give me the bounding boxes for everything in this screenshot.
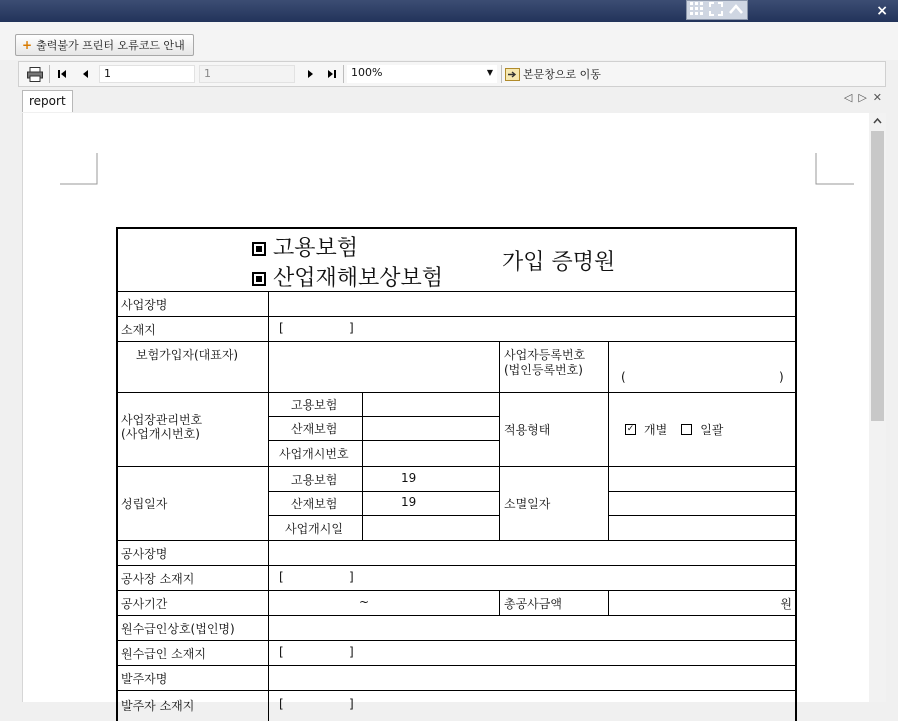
next-page-icon[interactable] <box>303 65 317 83</box>
scroll-up-icon <box>873 118 882 124</box>
industrial-insurance-label: 산재보험 <box>291 497 338 511</box>
last-page-icon[interactable] <box>325 65 339 83</box>
contractor-value <box>268 616 795 640</box>
individual-label: 개별 <box>644 423 668 437</box>
contractor-address-label: 원수급인 소재지 <box>121 646 206 661</box>
tab-report[interactable]: report <box>22 90 73 112</box>
start-number-label: 사업개시번호 <box>279 447 349 461</box>
business-name-value <box>268 292 795 316</box>
zoom-value: 100% <box>351 66 383 79</box>
report-viewer <box>22 113 886 713</box>
orderer-label: 발주자명 <box>121 671 168 686</box>
print-icon[interactable] <box>25 65 45 83</box>
site-address-value: [ ] <box>268 566 795 590</box>
report-toolbar <box>18 61 886 87</box>
establishment-date-label: 성립일자 <box>121 497 168 511</box>
total-amount-label: 총공사금액 <box>499 591 608 615</box>
row-address <box>118 317 795 342</box>
row-site-address <box>118 566 795 591</box>
row-management-number <box>118 393 795 467</box>
fullscreen-icon[interactable] <box>709 2 723 19</box>
individual-checkbox[interactable]: ✓ <box>626 424 635 434</box>
bulk-label: 일괄 <box>700 423 724 437</box>
toolbar-divider <box>501 65 502 83</box>
construction-period-value: ~ <box>268 591 499 615</box>
tab-close-icon[interactable]: ✕ <box>872 91 882 104</box>
termination-date-value <box>608 467 795 540</box>
checked-box-icon <box>252 242 266 256</box>
establishment-value-column <box>362 467 499 540</box>
printer-error-code-button[interactable] <box>15 34 194 56</box>
orderer-address-label: 발주자 소재지 <box>121 699 195 713</box>
site-name-label: 공사장명 <box>121 546 168 561</box>
management-subtype-column <box>268 393 362 466</box>
goto-arrow-icon <box>505 68 520 81</box>
employment-date-value: 19 <box>401 471 417 485</box>
form-title: 가입 증명원 <box>502 250 616 275</box>
current-page-input[interactable]: 1 <box>99 65 195 83</box>
contractor-address-value: [ ] <box>268 641 795 665</box>
plus-icon: + <box>22 38 33 52</box>
form-heading <box>118 229 795 292</box>
scrollbar-thumb[interactable] <box>871 131 884 421</box>
vertical-scrollbar[interactable] <box>869 113 886 702</box>
insured-value <box>268 342 499 392</box>
contractor-label: 원수급인상호(법인명) <box>121 621 235 636</box>
site-address-label: 공사장 소재지 <box>121 571 195 586</box>
toolbar-divider <box>49 65 50 83</box>
industrial-insurance-label: 산재보험 <box>291 422 338 436</box>
employment-insurance-heading: 고용보험 <box>252 231 358 262</box>
business-name-label: 사업장명 <box>121 297 168 312</box>
close-icon[interactable]: × <box>876 3 888 19</box>
window-controls <box>686 0 748 20</box>
site-name-value <box>268 541 795 565</box>
first-page-icon[interactable] <box>55 65 69 83</box>
industrial-insurance-heading: 산업재해보상보험 <box>252 261 443 292</box>
establishment-subtype-column <box>268 467 362 540</box>
goto-body-label: 본문창으로 이동 <box>523 68 601 81</box>
goto-body-button[interactable] <box>505 65 625 83</box>
industrial-date-value: 19 <box>401 495 417 509</box>
crop-mark-top-right <box>816 153 854 183</box>
total-amount-value: 원 <box>608 591 795 615</box>
termination-date-label: 소멸일자 <box>499 467 608 540</box>
checked-box-icon <box>252 272 266 286</box>
top-bar <box>0 22 898 60</box>
tab-strip <box>18 88 886 112</box>
row-contractor <box>118 616 795 641</box>
insured-label: 보험가입자(대표자) <box>136 348 239 362</box>
business-reg-value: ( ) <box>608 342 795 392</box>
zoom-select[interactable] <box>347 65 497 83</box>
row-site-name <box>118 541 795 566</box>
business-reg-label: 사업자등록번호 (법인등록번호) <box>499 342 608 392</box>
total-pages-field: 1 <box>199 65 295 83</box>
chevron-down-icon: ▼ <box>486 68 493 77</box>
apply-type-options <box>608 393 795 466</box>
address-label: 소재지 <box>121 322 156 337</box>
management-value-column <box>362 393 499 466</box>
orderer-address-value: [ ] <box>268 691 795 721</box>
tab-controls <box>844 91 882 104</box>
start-date-label: 사업개시일 <box>285 522 343 536</box>
bulk-checkbox[interactable] <box>681 424 692 435</box>
management-number-label: 사업장관리번호 (사업개시번호) <box>121 413 203 441</box>
orderer-value <box>268 666 795 690</box>
row-construction-period <box>118 591 795 616</box>
tab-scroll-left-icon[interactable]: ◁ <box>843 91 853 104</box>
row-orderer-address <box>118 691 795 721</box>
construction-period-label: 공사기간 <box>121 596 168 611</box>
row-contractor-address <box>118 641 795 666</box>
row-insured <box>118 342 795 393</box>
certificate-form <box>116 227 797 721</box>
tab-scroll-right-icon[interactable]: ▷ <box>858 91 867 104</box>
grid-icon[interactable] <box>690 2 704 19</box>
row-orderer <box>118 666 795 691</box>
crop-mark-top-left <box>60 153 98 183</box>
employment-insurance-label: 고용보험 <box>291 473 338 487</box>
printer-error-code-label: 출력불가 프린터 오류코드 안내 <box>36 39 185 52</box>
prev-page-icon[interactable] <box>79 65 93 83</box>
toolbar-divider <box>343 65 344 83</box>
window-titlebar <box>0 0 898 22</box>
row-establishment-date <box>118 467 795 541</box>
address-value: [ ] <box>268 317 795 341</box>
employment-insurance-label: 고용보험 <box>291 398 338 412</box>
collapse-up-icon[interactable] <box>728 3 744 18</box>
apply-type-label: 적용형태 <box>499 393 608 466</box>
row-business-name <box>118 292 795 317</box>
